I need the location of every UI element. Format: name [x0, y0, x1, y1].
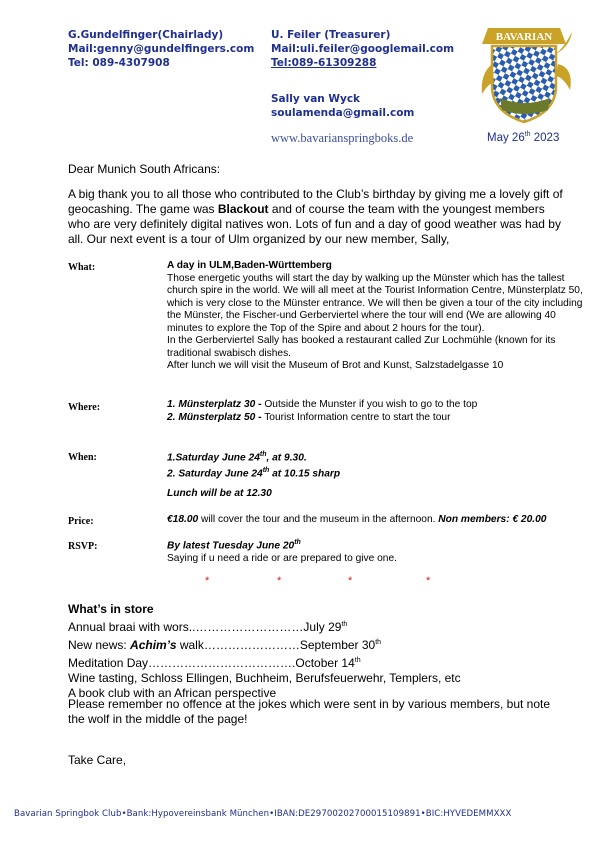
- store-item-sup: th: [354, 657, 361, 664]
- event-museum: After lunch we will visit the Museum of Brot and Kunst, Salzstadelgasse 10: [167, 360, 504, 371]
- event-restaurant: In the Gerberviertel Sally has booked a restaurant called Zur Lochmühle (known for its traditional swabisch dishes.: [167, 335, 556, 359]
- rsvp-label: RSVP:: [68, 541, 98, 552]
- when-2-day: 2. Saturday June 24: [167, 468, 263, 480]
- store-item: [68, 653, 578, 671]
- sally-name: Sally van Wyck: [271, 93, 361, 105]
- store-item-date: July 29: [303, 620, 342, 634]
- intro-text-1: A big thank you to all those who contributed to the Club’s birthday by giving me a lovely gift of geocashing. The game was: [68, 187, 563, 216]
- rsvp-section: [167, 537, 397, 565]
- intro-game-name: Blackout: [217, 202, 269, 216]
- what-label: What:: [68, 262, 96, 273]
- where-2-text: Tourist Information centre to start the tour: [261, 411, 451, 423]
- logo-crest-icon: [470, 24, 578, 126]
- store-item-text: Annual braai with wors: [68, 620, 189, 634]
- where-item-2: [167, 412, 477, 425]
- where-2-place: 2. Münsterplatz 50 -: [167, 411, 262, 423]
- store-title: What’s in store: [68, 602, 154, 616]
- when-label: When:: [68, 452, 97, 463]
- chair-phone: Tel: 089-4307908: [68, 57, 170, 69]
- bank-details-footer: Bavarian Springbok Club•Bank:Hypovereinsbank München•IBAN:DE29700202700015109891•BIC:HYVEDEMMXXX: [14, 809, 512, 819]
- date-text: May 26: [487, 131, 525, 144]
- where-1-place: 1. Münsterplatz 30 -: [167, 399, 262, 410]
- date-sup: th: [524, 131, 531, 138]
- separator-star: *: [277, 575, 282, 587]
- intro-text-2: and of course the team with the youngest members who are very definitely digital natives won. Lots of fun and a day of good weather was had by all. Our next event is a tour of Ulm organized by our new member, Sally,: [68, 202, 561, 246]
- rsvp-deadline: [167, 537, 397, 553]
- store-item-dots: ..………………………: [188, 620, 304, 634]
- separator-star: *: [426, 575, 431, 587]
- store-item-emphasis: Achim’s: [130, 638, 177, 652]
- price-text: will cover the tour and the museum in the afternoon.: [198, 514, 439, 525]
- store-item: [68, 617, 578, 635]
- website-link[interactable]: www.bavarianspringboks.de: [271, 131, 414, 145]
- event-title: A day in ULM,Baden-Württemberg: [167, 260, 332, 271]
- treasurer-phone-link[interactable]: Tel:089-61309288: [271, 57, 377, 69]
- store-item-date: October 14: [295, 656, 355, 670]
- price-amount: €18.00: [167, 514, 199, 525]
- separator-star: *: [205, 575, 210, 587]
- price-info: [167, 514, 546, 527]
- when-1-sup: th: [259, 451, 267, 458]
- store-item-sup: th: [341, 621, 348, 628]
- store-item: A book club with an African perspective: [68, 686, 277, 700]
- bavarian-springbok-logo: [470, 24, 578, 126]
- separator-star: *: [348, 575, 353, 587]
- treasurer-email-link[interactable]: Mail:uli.feiler@googlemail.com: [271, 43, 455, 55]
- chair-email-link[interactable]: Mail:genny@gundelfingers.com: [68, 43, 255, 55]
- rsvp-note: Saying if u need a ride or are prepared to give one.: [167, 552, 397, 564]
- when-1-day: 1.Saturday June 24: [167, 452, 260, 464]
- when-1-time: , at 9.30.: [266, 452, 307, 464]
- chair-contact-block: [68, 28, 254, 70]
- where-section: [167, 399, 477, 424]
- store-item-sup: th: [375, 639, 382, 646]
- when-2-sup: th: [262, 466, 270, 474]
- event-description: Those energetic youths will start the day by walking up the Münster which has the tallest church spire in the world. We will all meet at the Tourist Information Centre, Münsterplatz 50, which is very close to the Münster entrance. We will then be given a tour of the city including the Münster, the Fischer-und Gerberviertel where the tour will end (We are allowing 40 minutes to explore the Top of the Spire and about 2 hours for the tour).: [167, 272, 583, 334]
- store-item: Wine tasting, Schloss Ellingen, Buchheim, Berufsfeuerwehr, Templers, etc: [68, 671, 461, 685]
- when-item-1: [167, 449, 340, 465]
- when-item-2: [167, 465, 340, 481]
- date-year: 2023: [530, 131, 560, 144]
- treasurer-contact-block: [271, 28, 454, 70]
- treasurer-name: U. Feiler (Treasurer): [271, 29, 391, 41]
- lunch-time: Lunch will be at 12.30: [167, 488, 272, 499]
- store-item-dots: ……………………: [203, 638, 300, 652]
- when-2-time: at 10.15 sharp: [269, 468, 341, 480]
- store-item-text: New news:: [68, 638, 131, 652]
- when-section: [167, 449, 340, 481]
- where-1-text: Outside the Munster if you wish to go to the top: [261, 399, 478, 410]
- rsvp-date: By latest Tuesday June 20: [167, 540, 295, 552]
- chair-name: G.Gundelfinger(Chairlady): [68, 29, 224, 41]
- store-item: [68, 635, 578, 653]
- sally-contact-block: [271, 92, 414, 120]
- store-item-dots: ……………………………….: [148, 656, 296, 670]
- sign-off: Take Care,: [68, 753, 127, 767]
- letter-date: [487, 131, 559, 144]
- price-non-members: Non members: € 20.00: [438, 514, 547, 525]
- store-item-text: Meditation Day: [68, 656, 149, 670]
- logo-text: BAVARIAN: [495, 31, 553, 43]
- rsvp-sup: th: [294, 539, 301, 546]
- sally-email-link[interactable]: soulamenda@gmail.com: [271, 107, 415, 119]
- closing-paragraph: Please remember no offence at the jokes which were sent in by various members, but note the wolf in the middle of the page!: [68, 697, 551, 726]
- where-item-1: [167, 399, 477, 412]
- intro-paragraph: [68, 187, 568, 247]
- whats-in-store-section: [68, 602, 578, 701]
- where-label: Where:: [68, 402, 101, 413]
- store-item-date: September 30: [299, 638, 376, 652]
- greeting: Dear Munich South Africans:: [68, 162, 221, 176]
- price-label: Price:: [68, 516, 94, 527]
- what-section: [167, 260, 592, 373]
- store-item-text-2: walk: [176, 638, 204, 652]
